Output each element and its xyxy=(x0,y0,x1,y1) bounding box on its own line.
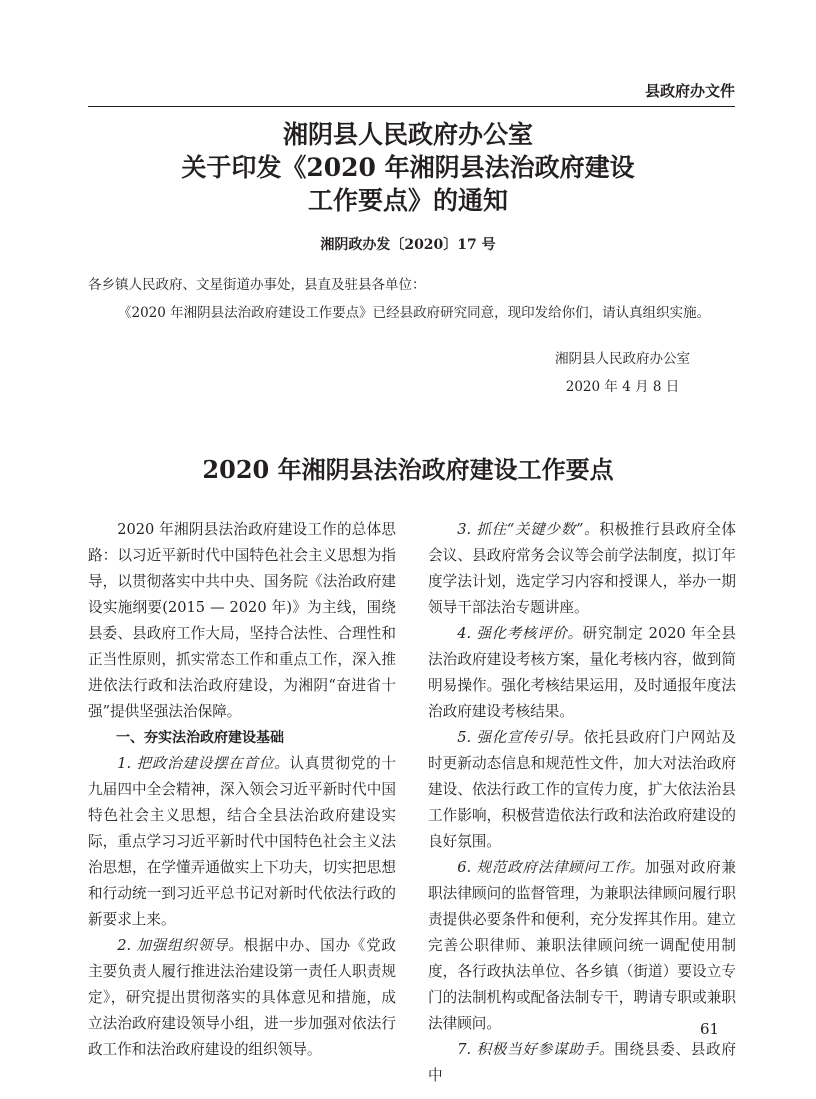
paragraph xyxy=(428,517,736,621)
paragraph-text: 2020 年湘阴县法治政府建设工作的总体思路：以习近平新时代中国特色社会主义思想为指导，以贯彻落实中共中央、国务院《法治政府建设实施纲要(2015 — 2020 年)》为主线，围绕县委、县政府工作大局，坚持合法性、合理性和正当性原则，抓实常态工作和重点工作，深入推进依法行政和法治政府建设，为湘阴“奋进省十强”提供坚强法治保障。 xyxy=(88,521,396,720)
paragraph-lead: 3. 抓住“关键少数”。 xyxy=(457,521,600,538)
paragraph-lead: 1. 把政治建设摆在首位。 xyxy=(117,755,290,772)
paragraph xyxy=(428,621,736,725)
paragraph xyxy=(428,855,736,1037)
header-rule xyxy=(88,106,735,107)
signature-block xyxy=(540,345,705,401)
paragraph-lead: 5. 强化宣传引导。 xyxy=(457,729,584,746)
section-heading: 一、夯实法治政府建设基础 xyxy=(116,730,284,746)
paragraph-lead: 7. 积极当好参谋助手。 xyxy=(457,1041,615,1058)
date: 2020 年 4 月 8 日 xyxy=(565,379,680,395)
paragraph-text: 加强对政府兼职法律顾问的监督管理，为兼职法律顾问履行职责提供必要条件和便利，充分发挥其作用。建立完善公职律师、兼职法律顾问统一调配使用制度，各行政执法单位、各乡镇（街道）要设立专门的法制机构或配备法制专干，聘请专职或兼职法律顾问。 xyxy=(428,859,736,1032)
signature: 湘阴县人民政府办公室 xyxy=(555,351,690,367)
left-column xyxy=(88,517,396,1063)
notice-title-line: 湘阴县人民政府办公室 xyxy=(282,120,533,149)
paragraph xyxy=(88,933,396,1063)
paragraph-text: 依托县政府门户网站及时更新动态信息和规范性文件，加大对法治政府建设、依法行政工作的宣传力度，扩大依法治县工作影响，积极营造依法行政和法治政府建设的良好氛围。 xyxy=(428,729,736,850)
paragraph xyxy=(428,1037,736,1089)
right-column xyxy=(428,517,736,1089)
paragraph-lead: 4. 强化考核评价。 xyxy=(457,625,583,642)
notice-body: 《2020 年湘阴县法治政府建设工作要点》已经县政府研究同意，现印发给你们，请认真组织实施。 xyxy=(118,305,711,321)
paragraph xyxy=(88,751,396,933)
paragraph xyxy=(428,725,736,855)
paragraph-lead: 2. 加强组织领导。 xyxy=(117,937,244,954)
document-number: 湘阴政办发〔2020〕17 号 xyxy=(320,237,496,253)
notice-title-line: 关于印发《2020 年湘阴县法治政府建设 xyxy=(181,153,635,182)
paragraph xyxy=(88,517,396,725)
paragraph-text: 认真贯彻党的十九届四中全会精神，深入领会习近平新时代中国特色社会主义思想，结合全县法治政府建设实际，重点学习习近平新时代中国特色社会主义法治思想，在学懂弄通做实上下功夫，切实把思想和行动统一到习近平总书记对新时代依法行政的新要求上来。 xyxy=(88,755,396,928)
main-title: 2020 年湘阴县法治政府建设工作要点 xyxy=(202,455,614,484)
paragraph-text: 研究制定 2020 年全县法治政府建设考核方案，量化考核内容，做到简明易操作。强化考核结果运用，及时通报年度法治政府建设考核结果。 xyxy=(428,625,736,720)
section-header: 县政府办文件 xyxy=(644,82,735,100)
paragraph-text: 围绕县委、县政府中 xyxy=(428,1041,736,1084)
paragraph-text: 根据中办、国办《党政主要负责人履行推进法治建设第一责任人职责规定》，研究提出贯彻落实的具体意见和措施，成立法治政府建设领导小组，进一步加强对依法行政工作和法治政府建设的组织领导。 xyxy=(88,937,396,1058)
notice-title xyxy=(0,118,816,217)
addressee: 各乡镇人民政府、文星街道办事处，县直及驻县各单位： xyxy=(88,277,426,293)
paragraph-lead: 6. 规范政府法律顾问工作。 xyxy=(457,859,645,876)
paragraph-text: 积极推行县政府全体会议、县政府常务会议等会前学法制度，拟订年度学法计划，选定学习内容和授课人，举办一期领导干部法治专题讲座。 xyxy=(428,521,736,616)
notice-title-line: 工作要点》的通知 xyxy=(307,186,508,215)
page-number: 61 xyxy=(700,1020,720,1038)
